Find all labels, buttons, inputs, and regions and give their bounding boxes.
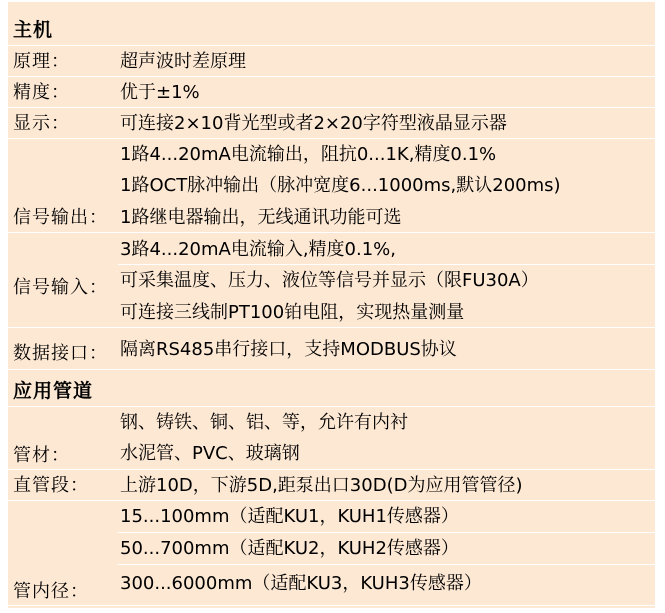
- straight-label: 直管段：: [13, 475, 89, 496]
- section-pipe-row: [8, 370, 655, 407]
- material-label: 管材：: [13, 445, 70, 466]
- signal-input-divider: [118, 264, 655, 265]
- signal-output-line-2: 1路OCT脉冲输出（脉冲宽度6...1000ms,默认200ms): [120, 175, 561, 196]
- principle-row: [8, 46, 655, 77]
- signal-input-label: 信号输入：: [13, 277, 108, 298]
- inner-diameter-divider-1: [118, 532, 655, 533]
- section-host-row: [8, 2, 655, 46]
- data-interface-label: 数据接口：: [13, 343, 108, 364]
- signal-output-label: 信号输出：: [13, 207, 108, 228]
- material-row: [8, 407, 655, 470]
- signal-output-line-3: 1路继电器输出，无线通讯功能可选: [120, 207, 402, 228]
- inner-diameter-row: [8, 501, 655, 606]
- signal-input-line-2: 可采集温度、压力、液位等信号并显示（限FU30A）: [120, 270, 539, 291]
- section-pipe-heading: 应用管道: [13, 380, 94, 402]
- data-interface-row: [8, 328, 655, 370]
- accuracy-value: 优于±1%: [120, 82, 200, 103]
- signal-input-row: [8, 233, 655, 328]
- inner-diameter-line-1: 15...100mm（适配KU1，KUH1传感器）: [120, 506, 459, 527]
- principle-value: 超声波时差原理: [120, 51, 246, 72]
- material-line-1: 钢、铸铁、铜、铝、等，允许有内衬: [120, 412, 408, 433]
- accuracy-label: 精度：: [13, 82, 70, 103]
- straight-value: 上游10D，下游5D,距泵出口30D(D为应用管管径): [120, 475, 523, 496]
- signal-output-row: [8, 139, 655, 233]
- data-interface-value: 隔离RS485串行接口，支持MODBUS协议: [120, 339, 457, 360]
- signal-output-line-1: 1路4...20mA电流输出，阻抗0...1K,精度0.1%: [120, 144, 497, 165]
- spec-table: [8, 2, 655, 608]
- inner-diameter-label: 管内径：: [13, 581, 89, 602]
- inner-diameter-line-3: 300...6000mm（适配KU3，KUH3传感器）: [120, 573, 482, 594]
- straight-row: [8, 470, 655, 501]
- accuracy-row: [8, 77, 655, 108]
- principle-label: 原理：: [13, 51, 70, 72]
- section-host-heading: 主机: [13, 19, 54, 41]
- display-row: [8, 108, 655, 139]
- display-label: 显示：: [13, 113, 70, 134]
- material-line-2: 水泥管、PVC、玻璃钢: [120, 443, 300, 464]
- signal-input-line-1: 3路4...20mA电流输入,精度0.1%,: [120, 239, 396, 260]
- inner-diameter-line-2: 50...700mm（适配KU2，KUH2传感器）: [120, 538, 459, 559]
- signal-input-line-3: 可连接三线制PT100铂电阻，实现热量测量: [120, 302, 465, 323]
- display-value: 可连接2×10背光型或者2×20字符型液晶显示器: [120, 113, 507, 134]
- inner-diameter-divider-2: [118, 564, 655, 565]
